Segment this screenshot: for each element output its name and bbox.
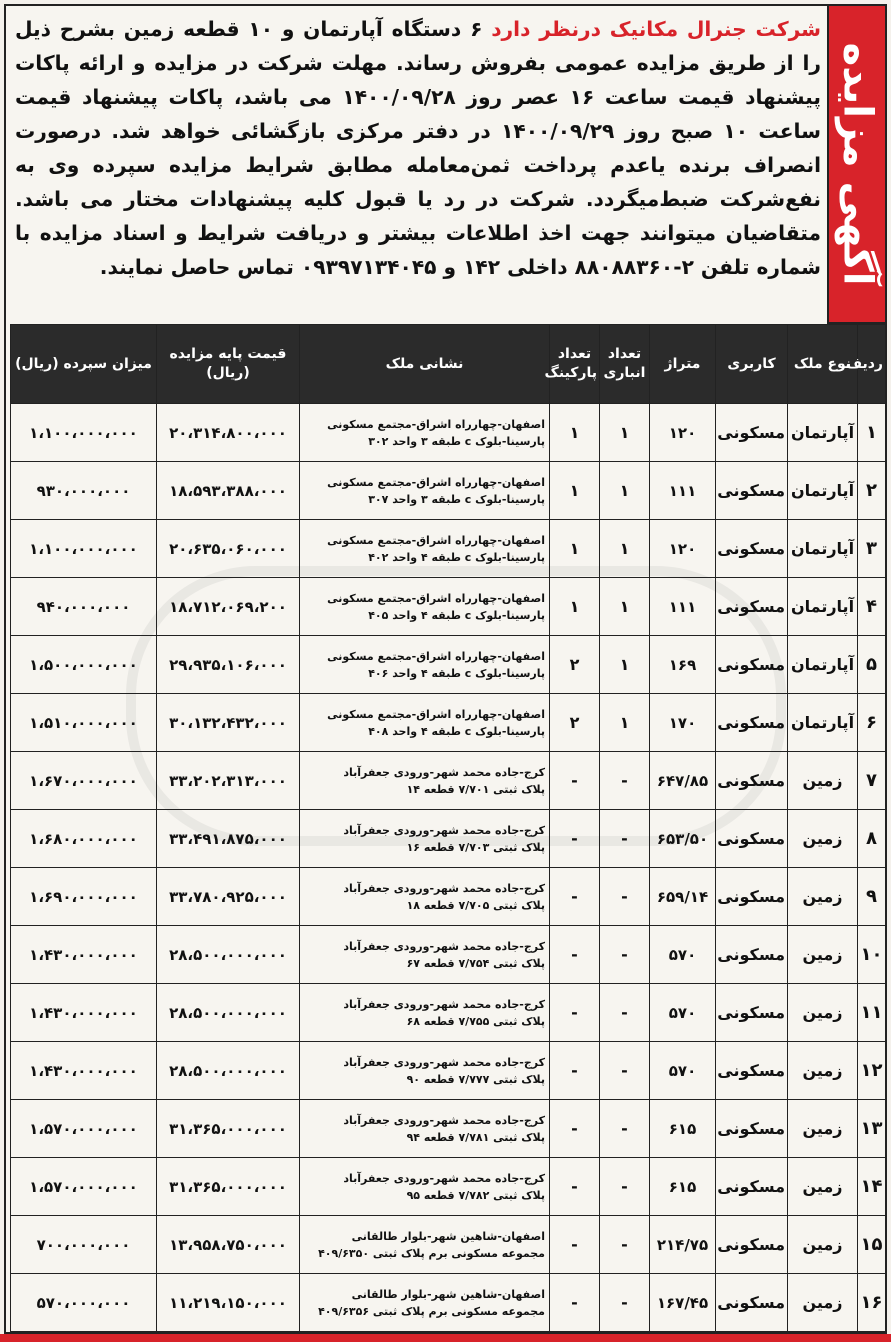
property-type-cell: زمین bbox=[788, 984, 858, 1042]
bottom-accent-bar bbox=[0, 1334, 891, 1342]
storage-count-cell: - bbox=[600, 810, 650, 868]
address-cell bbox=[300, 1216, 550, 1274]
table-row bbox=[11, 1158, 886, 1216]
area-cell: ۱۱۱ bbox=[650, 578, 716, 636]
area-cell: ۵۷۰ bbox=[650, 926, 716, 984]
storage-count-cell: - bbox=[600, 1100, 650, 1158]
address-line-2: پلاک ثبتی ۷/۷۰۳ قطعه ۱۶ bbox=[406, 840, 545, 854]
parking-count-cell: ۱ bbox=[550, 462, 600, 520]
deposit-cell: ۱،۱۰۰،۰۰۰،۰۰۰ bbox=[11, 520, 157, 578]
table-row bbox=[11, 1042, 886, 1100]
header-usage: کاربری bbox=[716, 325, 788, 404]
address-line-2: پلاک ثبتی ۷/۷۸۱ قطعه ۹۴ bbox=[406, 1130, 545, 1144]
property-type-cell: آپارتمان bbox=[788, 404, 858, 462]
storage-count-cell: - bbox=[600, 926, 650, 984]
base-price-cell: ۳۱،۳۶۵،۰۰۰،۰۰۰ bbox=[157, 1100, 300, 1158]
address-line-2: پلاک ثبتی ۷/۷۰۱ قطعه ۱۴ bbox=[406, 782, 545, 796]
storage-count-cell: ۱ bbox=[600, 578, 650, 636]
deposit-cell: ۹۴۰،۰۰۰،۰۰۰ bbox=[11, 578, 157, 636]
header-storage: تعداد انباری bbox=[600, 325, 650, 404]
property-type-cell: آپارتمان bbox=[788, 694, 858, 752]
parking-count-cell: - bbox=[550, 1100, 600, 1158]
address-line-2: پلاک ثبتی ۷/۷۷۷ قطعه ۹۰ bbox=[406, 1072, 545, 1086]
deposit-cell: ۱،۵۰۰،۰۰۰،۰۰۰ bbox=[11, 636, 157, 694]
base-price-cell: ۲۸،۵۰۰،۰۰۰،۰۰۰ bbox=[157, 984, 300, 1042]
property-type-cell: زمین bbox=[788, 926, 858, 984]
address-line-2: مجموعه مسکونی برم پلاک ثبتی ۴۰۹/۶۳۵۰ bbox=[318, 1246, 545, 1260]
storage-count-cell: - bbox=[600, 752, 650, 810]
address-line-1: اصفهان-شاهین شهر-بلوار طالقانی bbox=[351, 1287, 545, 1301]
base-price-cell: ۱۸،۵۹۳،۳۸۸،۰۰۰ bbox=[157, 462, 300, 520]
storage-count-cell: - bbox=[600, 868, 650, 926]
address-line-1: کرج-جاده محمد شهر-ورودی جعفرآباد bbox=[343, 881, 545, 895]
storage-count-cell: ۱ bbox=[600, 520, 650, 578]
table-row bbox=[11, 810, 886, 868]
address-line-2: پارسینا-بلوک c طبقه ۴ واحد ۴۰۶ bbox=[368, 666, 545, 680]
address-line-2: پلاک ثبتی ۷/۷۰۵ قطعه ۱۸ bbox=[406, 898, 545, 912]
area-cell: ۶۴۷/۸۵ bbox=[650, 752, 716, 810]
parking-count-cell: - bbox=[550, 984, 600, 1042]
storage-count-cell: - bbox=[600, 1216, 650, 1274]
base-price-cell: ۳۰،۱۳۲،۴۳۲،۰۰۰ bbox=[157, 694, 300, 752]
parking-count-cell: - bbox=[550, 1216, 600, 1274]
address-cell bbox=[300, 1100, 550, 1158]
deposit-cell: ۱،۵۷۰،۰۰۰،۰۰۰ bbox=[11, 1100, 157, 1158]
row-number-cell: ۸ bbox=[858, 810, 886, 868]
base-price-cell: ۱۸،۷۱۲،۰۶۹،۲۰۰ bbox=[157, 578, 300, 636]
parking-count-cell: - bbox=[550, 868, 600, 926]
property-type-cell: زمین bbox=[788, 1158, 858, 1216]
storage-count-cell: ۱ bbox=[600, 636, 650, 694]
usage-cell: مسکونی bbox=[716, 404, 788, 462]
base-price-cell: ۲۸،۵۰۰،۰۰۰،۰۰۰ bbox=[157, 926, 300, 984]
intro-body: ۶ دستگاه آپارتمان و ۱۰ قطعه زمین بشرح ذیل را از طریق مزایده عمومی بفروش رساند. مهلت شرکت در مزایده و ارائه پاکات پیشنهاد قیمت ساعت ۱۶ عصر روز ۱۴۰۰/۰۹/۲۸ می باشد، پاکات پیشنهاد قیمت ساعت ۱۰ صبح روز ۱۴۰۰/۰۹/۲۹ در دفتر مرکزی بازگشائی خواهد شد. درصورت انصراف برنده یاعدم پرداخت ثمن‌معامله مطابق شرایط مزایده سپرده وی به نفع‌شرکت ضبط‌میگردد. شرکت در رد یا قبول کلیه پیشنهادات مختار می باشد. متقاضیان میتوانند جهت اخذ اطلاعات بیشتر و دریافت شرایط و اسناد مزایده با شماره تلفن ۲-۸۸۰۸۸۳۶۰ داخلی ۱۴۲ و ۰۹۳۹۷۱۳۴۰۴۵ تماس حاصل نمایند. bbox=[15, 17, 821, 279]
header-property-type: نوع ملک bbox=[788, 325, 858, 404]
area-cell: ۱۲۰ bbox=[650, 520, 716, 578]
row-number-cell: ۱۲ bbox=[858, 1042, 886, 1100]
address-line-1: کرج-جاده محمد شهر-ورودی جعفرآباد bbox=[343, 1055, 545, 1069]
property-type-cell: زمین bbox=[788, 752, 858, 810]
base-price-cell: ۱۳،۹۵۸،۷۵۰،۰۰۰ bbox=[157, 1216, 300, 1274]
row-number-cell: ۱ bbox=[858, 404, 886, 462]
area-cell: ۱۶۷/۴۵ bbox=[650, 1274, 716, 1332]
address-cell bbox=[300, 752, 550, 810]
row-number-cell: ۱۵ bbox=[858, 1216, 886, 1274]
table-row bbox=[11, 1216, 886, 1274]
property-type-cell: زمین bbox=[788, 810, 858, 868]
parking-count-cell: ۱ bbox=[550, 520, 600, 578]
row-number-cell: ۱۱ bbox=[858, 984, 886, 1042]
usage-cell: مسکونی bbox=[716, 810, 788, 868]
usage-cell: مسکونی bbox=[716, 752, 788, 810]
area-cell: ۶۵۳/۵۰ bbox=[650, 810, 716, 868]
parking-count-cell: ۲ bbox=[550, 636, 600, 694]
address-line-2: پارسینا-بلوک c طبقه ۳ واحد ۳۰۷ bbox=[368, 492, 545, 506]
base-price-cell: ۳۱،۳۶۵،۰۰۰،۰۰۰ bbox=[157, 1158, 300, 1216]
area-cell: ۵۷۰ bbox=[650, 1042, 716, 1100]
address-line-1: اصفهان-چهارراه اشراق-مجتمع مسکونی bbox=[327, 707, 545, 721]
area-cell: ۵۷۰ bbox=[650, 984, 716, 1042]
address-line-1: اصفهان-چهارراه اشراق-مجتمع مسکونی bbox=[327, 649, 545, 663]
address-cell bbox=[300, 694, 550, 752]
auction-notice bbox=[4, 4, 887, 1334]
area-cell: ۱۲۰ bbox=[650, 404, 716, 462]
address-cell bbox=[300, 868, 550, 926]
property-type-cell: زمین bbox=[788, 1100, 858, 1158]
base-price-cell: ۲۰،۶۳۵،۰۶۰،۰۰۰ bbox=[157, 520, 300, 578]
address-cell bbox=[300, 1274, 550, 1332]
deposit-cell: ۱،۵۱۰،۰۰۰،۰۰۰ bbox=[11, 694, 157, 752]
base-price-cell: ۲۹،۹۳۵،۱۰۶،۰۰۰ bbox=[157, 636, 300, 694]
base-price-cell: ۳۳،۷۸۰،۹۲۵،۰۰۰ bbox=[157, 868, 300, 926]
table-row bbox=[11, 520, 886, 578]
deposit-cell: ۱،۴۳۰،۰۰۰،۰۰۰ bbox=[11, 1042, 157, 1100]
storage-count-cell: - bbox=[600, 984, 650, 1042]
row-number-cell: ۱۶ bbox=[858, 1274, 886, 1332]
deposit-cell: ۱،۶۸۰،۰۰۰،۰۰۰ bbox=[11, 810, 157, 868]
usage-cell: مسکونی bbox=[716, 1274, 788, 1332]
area-cell: ۶۱۵ bbox=[650, 1100, 716, 1158]
address-line-1: کرج-جاده محمد شهر-ورودی جعفرآباد bbox=[343, 1113, 545, 1127]
property-type-cell: زمین bbox=[788, 1274, 858, 1332]
property-type-cell: آپارتمان bbox=[788, 578, 858, 636]
address-line-2: پلاک ثبتی ۷/۷۵۵ قطعه ۶۸ bbox=[406, 1014, 545, 1028]
usage-cell: مسکونی bbox=[716, 1100, 788, 1158]
address-line-1: کرج-جاده محمد شهر-ورودی جعفرآباد bbox=[343, 823, 545, 837]
deposit-cell: ۷۰۰،۰۰۰،۰۰۰ bbox=[11, 1216, 157, 1274]
area-cell: ۶۵۹/۱۴ bbox=[650, 868, 716, 926]
deposit-cell: ۱،۴۳۰،۰۰۰،۰۰۰ bbox=[11, 984, 157, 1042]
property-type-cell: زمین bbox=[788, 1216, 858, 1274]
base-price-cell: ۳۳،۴۹۱،۸۷۵،۰۰۰ bbox=[157, 810, 300, 868]
address-line-1: کرج-جاده محمد شهر-ورودی جعفرآباد bbox=[343, 1171, 545, 1185]
storage-count-cell: ۱ bbox=[600, 462, 650, 520]
usage-cell: مسکونی bbox=[716, 578, 788, 636]
company-name: شرکت جنرال مکانیک درنظر دارد bbox=[491, 17, 821, 41]
base-price-cell: ۲۸،۵۰۰،۰۰۰،۰۰۰ bbox=[157, 1042, 300, 1100]
usage-cell: مسکونی bbox=[716, 462, 788, 520]
area-cell: ۶۱۵ bbox=[650, 1158, 716, 1216]
properties-table bbox=[10, 324, 886, 1332]
property-type-cell: آپارتمان bbox=[788, 462, 858, 520]
table-row bbox=[11, 926, 886, 984]
area-cell: ۲۱۴/۷۵ bbox=[650, 1216, 716, 1274]
row-number-cell: ۲ bbox=[858, 462, 886, 520]
address-cell bbox=[300, 1158, 550, 1216]
deposit-cell: ۱،۶۷۰،۰۰۰،۰۰۰ bbox=[11, 752, 157, 810]
address-line-1: اصفهان-چهارراه اشراق-مجتمع مسکونی bbox=[327, 417, 545, 431]
table-row bbox=[11, 578, 886, 636]
address-line-1: اصفهان-چهارراه اشراق-مجتمع مسکونی bbox=[327, 533, 545, 547]
address-line-1: کرج-جاده محمد شهر-ورودی جعفرآباد bbox=[343, 939, 545, 953]
side-banner bbox=[827, 6, 885, 324]
header-row-number: ردیف bbox=[858, 325, 886, 404]
table-header-row bbox=[11, 325, 886, 404]
parking-count-cell: ۱ bbox=[550, 404, 600, 462]
address-line-1: اصفهان-شاهین شهر-بلوار طالقانی bbox=[351, 1229, 545, 1243]
row-number-cell: ۱۴ bbox=[858, 1158, 886, 1216]
table-row bbox=[11, 1274, 886, 1332]
address-line-2: مجموعه مسکونی برم پلاک ثبتی ۴۰۹/۶۳۵۶ bbox=[318, 1304, 545, 1318]
address-cell bbox=[300, 636, 550, 694]
table-row bbox=[11, 1100, 886, 1158]
address-cell bbox=[300, 984, 550, 1042]
parking-count-cell: - bbox=[550, 752, 600, 810]
header-base-price: قیمت پایه مزایده (ریال) bbox=[157, 325, 300, 404]
address-cell bbox=[300, 462, 550, 520]
row-number-cell: ۱۳ bbox=[858, 1100, 886, 1158]
address-line-1: کرج-جاده محمد شهر-ورودی جعفرآباد bbox=[343, 997, 545, 1011]
row-number-cell: ۳ bbox=[858, 520, 886, 578]
address-line-1: اصفهان-چهارراه اشراق-مجتمع مسکونی bbox=[327, 591, 545, 605]
row-number-cell: ۱۰ bbox=[858, 926, 886, 984]
parking-count-cell: - bbox=[550, 1274, 600, 1332]
address-line-2: پارسینا-بلوک c طبقه ۴ واحد ۴۰۸ bbox=[368, 724, 545, 738]
usage-cell: مسکونی bbox=[716, 984, 788, 1042]
deposit-cell: ۱،۶۹۰،۰۰۰،۰۰۰ bbox=[11, 868, 157, 926]
address-line-2: پارسینا-بلوک c طبقه ۳ واحد ۳۰۲ bbox=[368, 434, 545, 448]
base-price-cell: ۱۱،۲۱۹،۱۵۰،۰۰۰ bbox=[157, 1274, 300, 1332]
parking-count-cell: - bbox=[550, 810, 600, 868]
storage-count-cell: ۱ bbox=[600, 404, 650, 462]
banner-title: آگهی مزایده bbox=[834, 42, 880, 286]
storage-count-cell: - bbox=[600, 1274, 650, 1332]
row-number-cell: ۷ bbox=[858, 752, 886, 810]
parking-count-cell: ۲ bbox=[550, 694, 600, 752]
parking-count-cell: - bbox=[550, 1042, 600, 1100]
area-cell: ۱۱۱ bbox=[650, 462, 716, 520]
header-deposit: میزان سپرده (ریال) bbox=[11, 325, 157, 404]
property-type-cell: زمین bbox=[788, 868, 858, 926]
address-cell bbox=[300, 404, 550, 462]
property-type-cell: آپارتمان bbox=[788, 636, 858, 694]
parking-count-cell: - bbox=[550, 926, 600, 984]
deposit-cell: ۹۳۰،۰۰۰،۰۰۰ bbox=[11, 462, 157, 520]
header-address: نشانی ملک bbox=[300, 325, 550, 404]
row-number-cell: ۵ bbox=[858, 636, 886, 694]
address-cell bbox=[300, 578, 550, 636]
deposit-cell: ۵۷۰،۰۰۰،۰۰۰ bbox=[11, 1274, 157, 1332]
address-cell bbox=[300, 810, 550, 868]
address-cell bbox=[300, 926, 550, 984]
storage-count-cell: - bbox=[600, 1158, 650, 1216]
deposit-cell: ۱،۱۰۰،۰۰۰،۰۰۰ bbox=[11, 404, 157, 462]
address-line-1: اصفهان-چهارراه اشراق-مجتمع مسکونی bbox=[327, 475, 545, 489]
table-row bbox=[11, 636, 886, 694]
storage-count-cell: ۱ bbox=[600, 694, 650, 752]
deposit-cell: ۱،۵۷۰،۰۰۰،۰۰۰ bbox=[11, 1158, 157, 1216]
header-area: متراژ bbox=[650, 325, 716, 404]
area-cell: ۱۶۹ bbox=[650, 636, 716, 694]
base-price-cell: ۲۰،۳۱۴،۸۰۰،۰۰۰ bbox=[157, 404, 300, 462]
storage-count-cell: - bbox=[600, 1042, 650, 1100]
table-row bbox=[11, 694, 886, 752]
deposit-cell: ۱،۴۳۰،۰۰۰،۰۰۰ bbox=[11, 926, 157, 984]
area-cell: ۱۷۰ bbox=[650, 694, 716, 752]
address-cell bbox=[300, 520, 550, 578]
address-line-2: پلاک ثبتی ۷/۷۵۴ قطعه ۶۷ bbox=[406, 956, 545, 970]
usage-cell: مسکونی bbox=[716, 926, 788, 984]
base-price-cell: ۳۳،۲۰۲،۳۱۳،۰۰۰ bbox=[157, 752, 300, 810]
intro-paragraph bbox=[15, 12, 821, 318]
property-type-cell: آپارتمان bbox=[788, 520, 858, 578]
address-line-2: پارسینا-بلوک c طبقه ۴ واحد ۴۰۵ bbox=[368, 608, 545, 622]
parking-count-cell: - bbox=[550, 1158, 600, 1216]
address-cell bbox=[300, 1042, 550, 1100]
address-line-2: پلاک ثبتی ۷/۷۸۲ قطعه ۹۵ bbox=[406, 1188, 545, 1202]
table-body bbox=[11, 404, 886, 1332]
usage-cell: مسکونی bbox=[716, 868, 788, 926]
parking-count-cell: ۱ bbox=[550, 578, 600, 636]
row-number-cell: ۹ bbox=[858, 868, 886, 926]
table-row bbox=[11, 868, 886, 926]
row-number-cell: ۶ bbox=[858, 694, 886, 752]
table-row bbox=[11, 462, 886, 520]
usage-cell: مسکونی bbox=[716, 1216, 788, 1274]
usage-cell: مسکونی bbox=[716, 1042, 788, 1100]
usage-cell: مسکونی bbox=[716, 636, 788, 694]
property-type-cell: زمین bbox=[788, 1042, 858, 1100]
row-number-cell: ۴ bbox=[858, 578, 886, 636]
properties-table-wrapper bbox=[10, 324, 885, 1332]
header-parking: تعداد پارکینگ bbox=[550, 325, 600, 404]
usage-cell: مسکونی bbox=[716, 694, 788, 752]
address-line-2: پارسینا-بلوک c طبقه ۴ واحد ۴۰۲ bbox=[368, 550, 545, 564]
usage-cell: مسکونی bbox=[716, 1158, 788, 1216]
table-row bbox=[11, 404, 886, 462]
usage-cell: مسکونی bbox=[716, 520, 788, 578]
address-line-1: کرج-جاده محمد شهر-ورودی جعفرآباد bbox=[343, 765, 545, 779]
table-row bbox=[11, 752, 886, 810]
table-row bbox=[11, 984, 886, 1042]
